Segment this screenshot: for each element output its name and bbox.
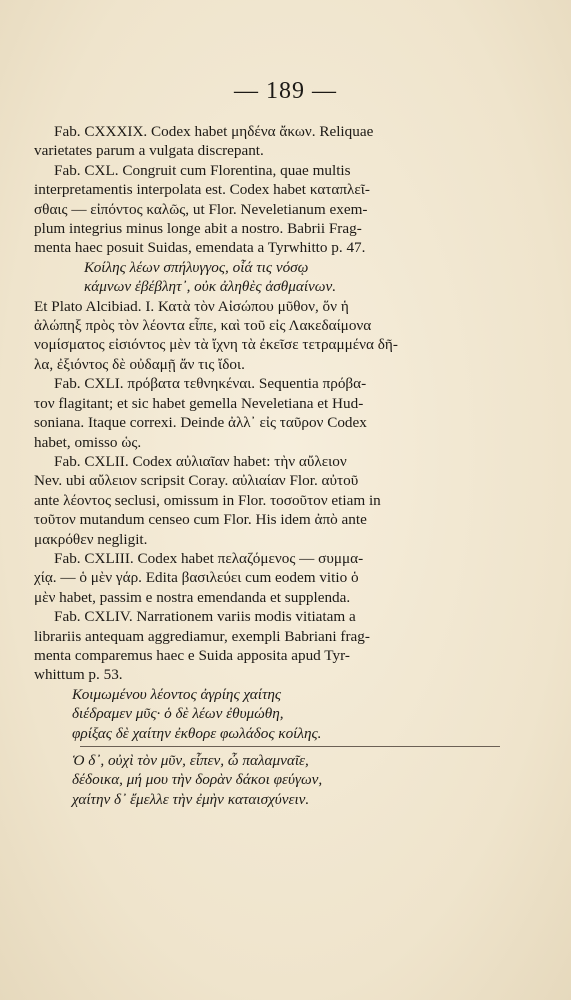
verse-line: Ὁ δ᾽, οὐχὶ τὸν μῦν, εἶπεν, ὦ παλαμναῖε, (72, 752, 309, 769)
verse-divider (80, 746, 500, 747)
text-line: menta comparemus haec e Suida apposita apud Tyr- (34, 646, 350, 664)
verse-line: χαίτην δ᾽ ἔμελλε τὴν ἐμὴν καταισχύνειν. (72, 790, 310, 808)
text-line: νομίσματος εἰσιόντος μὲν τὰ ἴχνη τὰ ἐκεῖσε τετραμμένα δῆ- (34, 336, 398, 354)
text-line: varietates parum a vulgata discrepant. (34, 142, 264, 160)
text-line: σθαις — εἰπόντος καλῶς, ut Flor. Neveletianum exem- (34, 200, 368, 218)
text-line: menta haec posuit Suidas, emendata a Tyrwhitto p. 47. (34, 239, 366, 257)
text-line: μὲν habet, passim e nostra emendanda et supplenda. (34, 588, 351, 606)
verse-line: φρίξας δὲ χαίτην ἐκθορε φωλάδος κοίλης. (72, 724, 322, 742)
text-line: interpretamentis interpolata est. Codex habet καταπλεῖ- (34, 181, 370, 199)
text-line: τον flagitant; et sic habet gemella Neveletiana et Hud- (34, 394, 364, 412)
text-line: ante λέοντος seclusi, omissum in Flor. τοσοῦτον etiam in (34, 491, 381, 509)
text-line: μακρόθεν negligit. (34, 530, 148, 548)
text-line: whittum p. 53. (34, 666, 123, 684)
text-line: Fab. CXXXIX. Codex habet μηδένα ἄκων. Reliquae (54, 123, 374, 140)
text-line: Fab. CXL. Congruit cum Florentina, quae multis (54, 161, 351, 179)
verse-line: κάμνων ἐβέβλητ᾽, οὐκ ἀληθὲς ἀσθμαίνων. (84, 278, 337, 296)
text-line: Fab. CXLI. πρόβατα τεθνηκέναι. Sequentia πρόβα- (54, 375, 367, 393)
text-line: soniana. Itaque correxi. Deinde ἀλλ᾽ εἰς ταῦρον Codex (34, 414, 367, 432)
text-line: Fab. CXLIII. Codex habet πελαζόμενος — συμμα- (54, 549, 364, 567)
text-line: Et Plato Alcibiad. I. Κατὰ τὸν Αἰσώπου μῦθον, ὅν ἡ (34, 297, 349, 315)
verse-line: Κοίλης λέων σπήλυγγος, οἷά τις νόσῳ (84, 258, 309, 276)
text-line: Fab. CXLII. Codex αὐλιαῖαν habet: τὴν αὔλειον (54, 452, 347, 470)
verse-line: δέδοικα, μή μου τὴν δορὰν δάκοι φεύγων, (72, 771, 323, 789)
verse-line: Κοιμωμένου λέοντος ἀγρίης χαίτης (72, 685, 282, 703)
text-line: plum integrius minus longe abit a nostro. Babrii Frag- (34, 220, 362, 238)
page-number: — 189 — (234, 78, 337, 104)
verse-line: διέδραμεν μῦς· ὁ δὲ λέων ἐθυμώθη, (72, 705, 284, 723)
text-line: ἀλώπηξ πρὸς τὸν λέοντα εἶπε, καὶ τοῦ εἰς Λακεδαίμονα (34, 317, 372, 335)
text-line: habet, omisso ὡς. (34, 433, 142, 451)
text-line: λα, ἐξιόντος δὲ οὐδαμῇ ἄν τις ἴδοι. (34, 355, 245, 373)
text-line: librariis antequam aggrediamur, exempli Babriani frag- (34, 627, 370, 645)
text-line: χίᾳ. — ὁ μὲν γάρ. Edita βασιλεύει cum eodem vitio ὁ (34, 569, 359, 587)
text-line: Fab. CXLIV. Narrationem variis modis vitiatam a (54, 608, 356, 626)
page-body (34, 122, 549, 809)
text-line: Nev. ubi αὔλειον scripsit Coray. αὐλιαίαν Flor. αὐτοῦ (34, 472, 359, 490)
text-line: τοῦτον mutandum censeo cum Flor. His idem ἀπὸ ante (34, 511, 367, 529)
